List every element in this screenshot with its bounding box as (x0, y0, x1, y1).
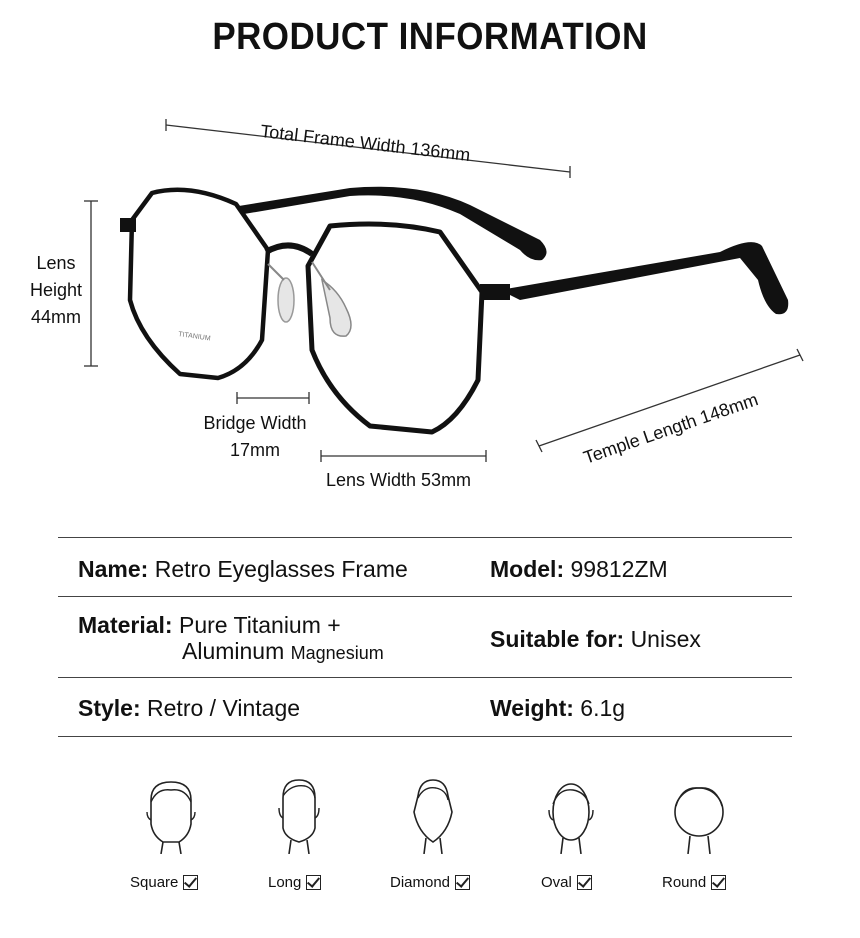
face-option-square: Square (130, 874, 198, 891)
round-face-icon (664, 778, 734, 854)
check-icon (455, 875, 470, 890)
weight-label: Weight: (490, 695, 574, 721)
divider (58, 736, 792, 737)
name-label: Name: (78, 556, 149, 582)
material-label: Material: (78, 612, 173, 638)
face-option-long: Long (268, 874, 321, 891)
right-hinge (480, 284, 510, 300)
suitable-label: Suitable for: (490, 626, 625, 652)
long-face-icon (264, 776, 334, 854)
face-option-round: Round (662, 874, 726, 891)
style-value: Retro / Vintage (147, 695, 301, 721)
left-lens-frame (130, 190, 268, 378)
model-value: 99812ZM (570, 556, 668, 582)
style-label: Style: (78, 695, 141, 721)
check-icon (577, 875, 592, 890)
lens-width-label: Lens Width 53mm (326, 470, 472, 490)
square-face-icon (136, 778, 206, 854)
divider (58, 537, 792, 538)
left-hinge (120, 218, 136, 232)
lens-width-dimension-line (321, 450, 486, 462)
bridge (266, 245, 312, 254)
face-option-diamond: Diamond (390, 874, 470, 891)
name-value: Retro Eyeglasses Frame (154, 556, 408, 582)
lens-print: TITANIUM (177, 331, 211, 343)
total-frame-width-label: Total Frame Width 136mm (259, 120, 472, 166)
page-title: PRODUCT INFORMATION (212, 16, 648, 58)
bridge-width-label: Bridge Width 17mm (203, 413, 307, 460)
left-nose-pad (278, 278, 294, 322)
material-value-line1: Pure Titanium + (178, 612, 341, 638)
face-option-oval: Oval (541, 874, 592, 891)
diamond-face-icon (398, 776, 468, 854)
check-icon (183, 875, 198, 890)
lens-height-label: Lens Height 44mm (29, 253, 83, 327)
oval-face-icon (536, 778, 606, 854)
bridge-width-dimension-line (237, 392, 309, 404)
temple-length-label: Temple Length 148mm (580, 389, 761, 468)
check-icon (711, 875, 726, 890)
weight-value: 6.1g (580, 695, 626, 721)
model-label: Model: (490, 556, 565, 582)
divider (58, 596, 792, 597)
divider (58, 677, 792, 678)
suitable-value: Unisex (630, 626, 701, 652)
check-icon (306, 875, 321, 890)
material-value-line2: Aluminum Magnesium (182, 638, 384, 664)
